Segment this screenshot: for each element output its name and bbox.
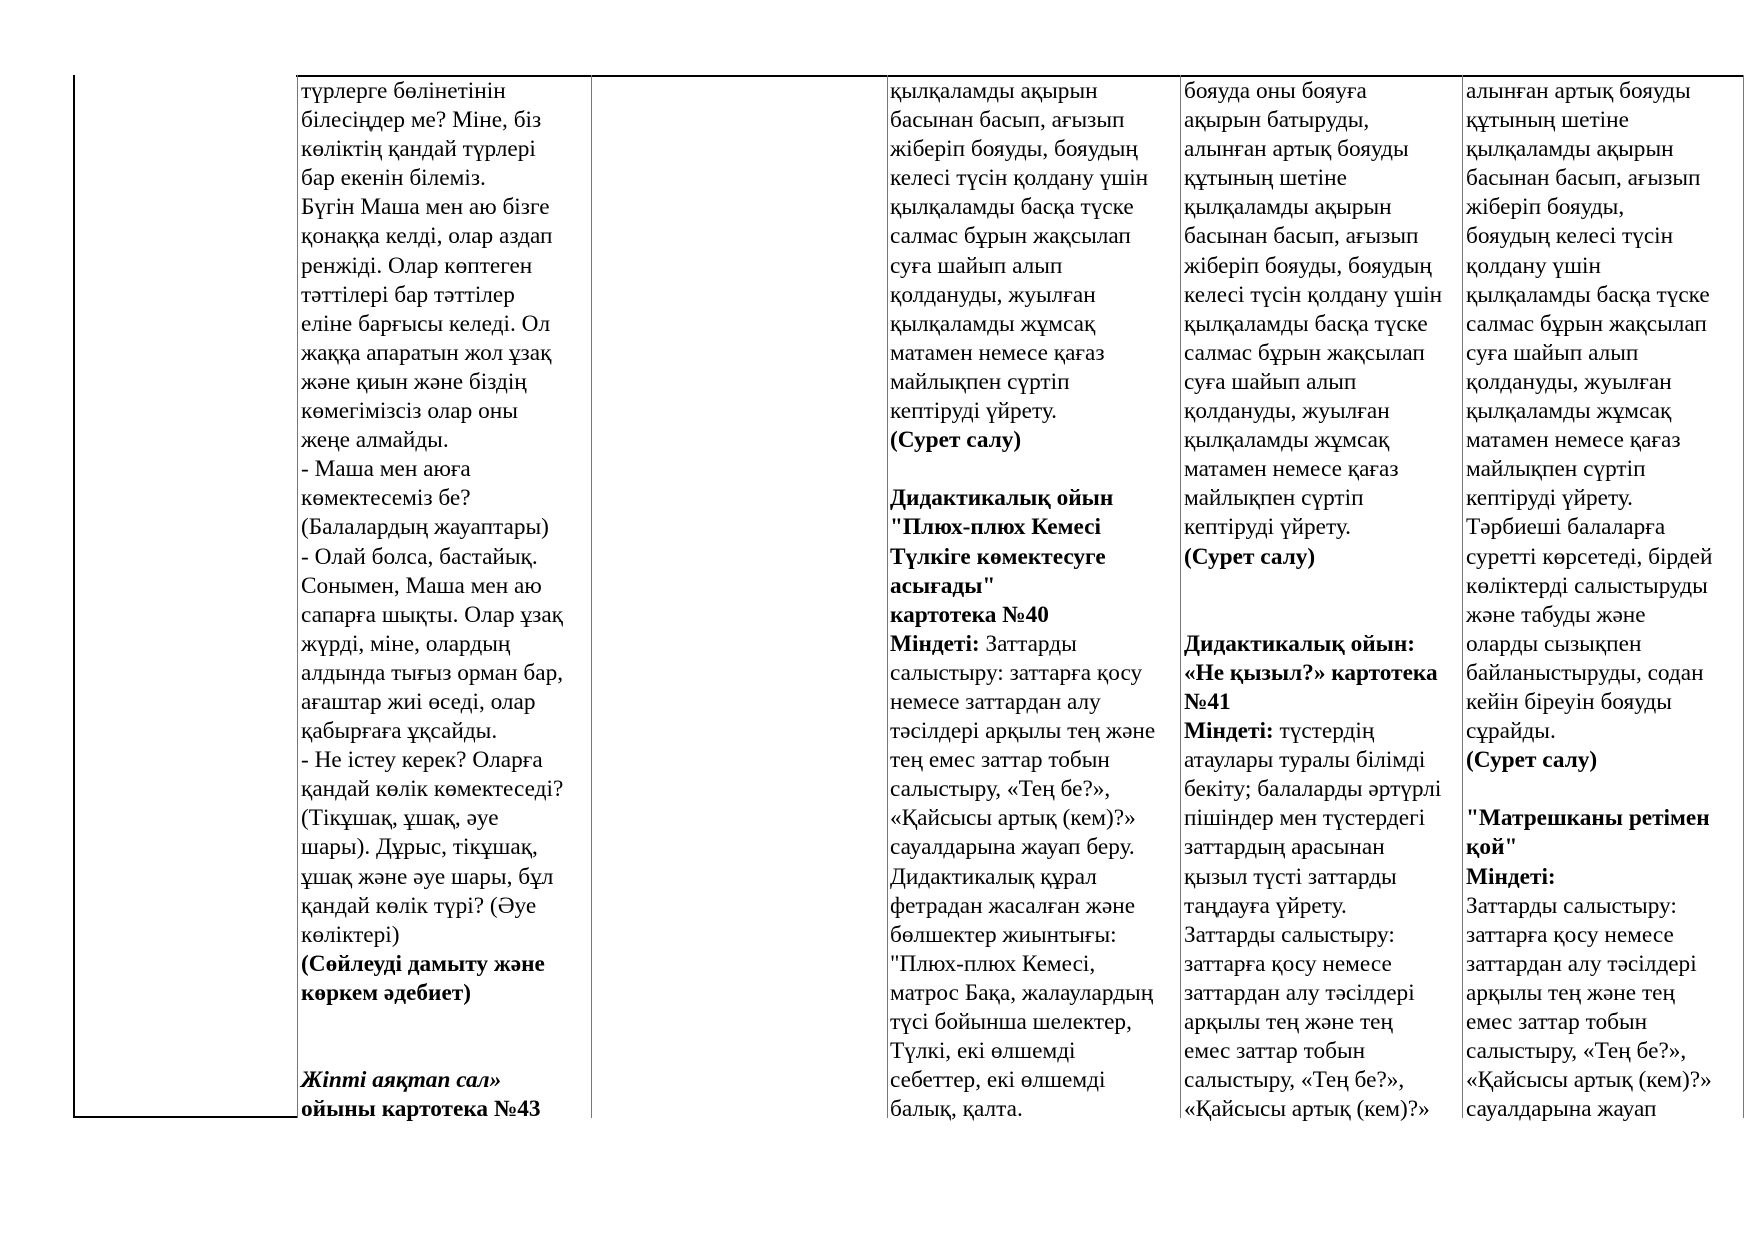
line-rest: Заттарды [979,630,1077,657]
text-line: жеңе алмайды. [301,427,449,454]
text-line: фетрадан жасалған және [890,892,1136,919]
text-line: (Сурет салу) [1466,747,1598,774]
text-line: матамен немесе қағаз [1184,456,1399,483]
text-line: арқылы тең және тең [1184,1009,1393,1035]
line-rest: түстердің [1273,718,1375,745]
text-line: заттардың арасынан [1184,834,1385,861]
text-line: қылқаламды жұмсақ [1466,398,1672,425]
text-line: басынан басып, ағызып [1466,165,1701,192]
text-line: көліктері) [301,921,400,948]
text-line: шары). Дұрыс, тікұшақ, [301,834,538,861]
text-line: жүрді, міне, олардың [301,630,511,657]
text-line: түрлерге бөлінетінін [301,78,506,104]
text-line: суретті көрсетеді, бірдей [1466,543,1713,570]
text-line: пішіндер мен түстердегі [1184,805,1426,832]
text-line: құтының шетіне [1184,165,1347,192]
text-line: тәттілері бар тәттілер [301,281,515,308]
text-line: алынған артық бояуды [1184,136,1409,163]
text-line: қабырғаға ұқсайды. [301,718,498,745]
table-cell-column-2 [301,77,589,1124]
text-line: Сонымен, Маша мен аю [301,572,542,599]
text-line: оларды сызықпен [1466,630,1642,657]
text-line: бөлшектер жиынтығы: [890,921,1117,948]
text-line: бар екенін білеміз. [301,165,486,192]
text-line: - Не істеу керек? Оларға [301,747,543,774]
text-line: салыстыру, «Тең бе?», [1466,1038,1687,1065]
text-line: (Балалардың жауаптары) [301,514,549,541]
table-right-border [1743,75,1744,1118]
text-line: қылқаламды жұмсақ [1184,427,1390,454]
text-line: матамен немесе қағаз [1466,427,1681,454]
text-line: майлықпен сүртіп [1466,456,1646,483]
text-line: көліктерді салыстыруды [1466,572,1708,599]
text-line: «Не қызыл?» картотека [1184,659,1438,686]
text-line: арқылы тең және тең [1466,979,1675,1006]
text-line: қолдануды, жуылған [890,281,1096,308]
text-line: Түлкіге көмектесуге [890,543,1106,570]
blank-line [301,1008,589,1037]
text-line: салмас бұрын жақсылап [890,223,1131,250]
text-line: бояуда оны бояуға [1184,78,1367,104]
text-line: қылқаламды басқа түске [1466,281,1710,308]
text-line: қой" [1466,834,1518,861]
text-line: қолдануды, жуылған [1466,368,1672,395]
table-bottom-border-left [73,1116,298,1118]
text-line: асығады" [890,572,996,599]
text-line: заттарға қосу немесе [1466,921,1674,948]
text-line: Дидактикалық ойын [890,485,1114,512]
text-line: емес заттар тобын [1466,1009,1648,1035]
text-line [1184,717,1462,746]
text-line: салыстыру, «Тең бе?», [890,776,1111,803]
blank-line [1184,601,1462,630]
table-cell-column-6 [1466,77,1743,1124]
column-divider-5 [1462,75,1463,1118]
text-line: байланыстыруды, содан [1466,659,1704,686]
bold-label: Міндеті: [890,630,980,657]
text-line: қонаққа келді, олар аздап [301,223,553,250]
text-line: - Маша мен аюға [301,456,471,483]
text-line: қылқаламды ақырын [1184,194,1392,221]
text-line: емес заттар тобын [1184,1038,1366,1065]
text-line: ұшақ және әуе шары, бұл [301,863,554,890]
column-divider-3 [887,75,888,1118]
text-line: қандай көлік түрі? (Әуе [301,892,537,919]
text-line: келесі түсін қолдану үшін [890,165,1149,192]
text-line: алынған артық бояуды [1466,78,1691,104]
text-line: қылқаламды басқа түске [1184,310,1428,337]
text-line: еліне барғысы келеді. Ол [301,310,551,337]
text-line: түсі бойынша шелектер, [890,1009,1132,1035]
text-line: сұрайды. [1466,718,1556,745]
text-line: матамен немесе қағаз [890,339,1105,366]
text-line: Жіпті аяқтап сал» [301,1067,502,1094]
text-line: заттардан алу тәсілдері [1184,979,1415,1006]
text-line: майлықпен сүртіп [1184,485,1364,512]
text-line: білесіңдер ме? Міне, біз [301,107,542,134]
text-line: "Плюх-плюх Кемесі [890,514,1101,541]
text-line: атаулары туралы білімді [1184,747,1426,774]
text-line: кептіруді үйрету. [1184,514,1351,541]
text-line: және табуды және [1466,601,1646,628]
text-line: сапарға шықты. Олар ұзақ [301,601,563,628]
text-line: заттардан алу тәсілдері [1466,950,1697,977]
text-line: сауалдарына жауап беру. [890,834,1135,861]
table-cell-column-5 [1184,77,1462,1124]
column-divider-1 [297,75,298,1118]
text-line: Бүгін Маша мен аю бізге [301,194,550,221]
text-line: тең емес заттар тобын [890,747,1110,774]
text-line: салмас бұрын жақсылап [1466,310,1707,337]
text-line: қызыл түсті заттарды [1184,863,1397,890]
text-line: таңдауға үйрету. [1184,892,1347,919]
text-line: матрос Бақа, жалаулардың [890,979,1154,1006]
text-line: «Қайсысы артық (кем)?» [1184,1096,1430,1123]
text-line: "Плюх-плюх Кемесі, [890,950,1096,977]
blank-line [890,455,1180,484]
text-line: басынан басып, ағызып [1184,223,1419,250]
text-line: жаққа апаратын жол ұзақ [301,339,552,366]
text-line: Заттарды салыстыру: [1184,921,1395,948]
text-line: көркем әдебиет) [301,979,471,1006]
text-line: қылқаламды басқа түске [890,194,1134,221]
text-line [890,630,1180,659]
text-line: қолдануды, жуылған [1184,398,1390,425]
text-line: және қиын және біздің [301,368,527,395]
text-line: «Қайсысы артық (кем)?» [890,805,1136,832]
text-line: немесе заттардан алу [890,688,1101,715]
text-line: салыстыру: заттарға қосу [890,659,1143,686]
text-line: жіберіп бояуды, [1466,194,1625,221]
text-line: салмас бұрын жақсылап [1184,339,1425,366]
text-line: қылқаламды жұмсақ [890,310,1096,337]
text-line: қандай көлік көмектеседі? [301,776,564,803]
text-line: заттарға қосу немесе [1184,950,1392,977]
text-line: бояудың келесі түсін [1466,223,1674,250]
text-line: көліктің қандай түрлері [301,136,536,163]
text-line: көмектесеміз бе? [301,485,471,512]
text-line: (Сурет салу) [890,427,1022,454]
text-line: Дидактикалық құрал [890,863,1097,890]
table-left-border [73,75,75,1118]
blank-line [1466,775,1743,804]
text-line: басынан басып, ағызып [890,107,1125,134]
text-line: салыстыру, «Тең бе?», [1184,1067,1405,1094]
table-cell-column-4 [890,77,1180,1124]
text-line: кептіруді үйрету. [1466,485,1633,512]
text-line: (Тікұшақ, ұшақ, әуе [301,805,499,832]
text-line: жіберіп бояуды, бояудың [1184,252,1432,279]
text-line: суға шайып алып [1466,339,1639,366]
text-line: ақырын батыруды, [1184,107,1370,134]
text-line: ағаштар жиі өседі, олар [301,688,536,715]
text-line: «Қайсысы артық (кем)?» [1466,1067,1712,1094]
text-line: №41 [1184,688,1231,715]
text-line: қылқаламды ақырын [890,78,1098,104]
column-divider-2 [591,75,592,1118]
text-line: Міндеті: [1466,863,1556,890]
text-line: себеттер, екі өлшемді [890,1067,1106,1094]
text-line: балық, қалта. [890,1096,1023,1123]
text-line: суға шайып алып [890,252,1063,279]
bold-label: Міндеті: [1184,718,1274,745]
text-line: майлықпен сүртіп [890,368,1070,395]
text-line: құтының шетіне [1466,107,1629,134]
text-line: картотека №40 [890,601,1049,628]
text-line: "Матрешканы ретімен [1466,805,1710,832]
text-line: қолдану үшін [1466,252,1601,279]
text-line: жіберіп бояуды, бояудың [890,136,1138,163]
text-line: Заттарды салыстыру: [1466,892,1677,919]
text-line: кейін біреуін бояуды [1466,688,1672,715]
text-line: кептіруді үйрету. [890,398,1057,425]
text-line: (Сурет салу) [1184,543,1316,570]
text-line: бекіту; балаларды әртүрлі [1184,776,1442,803]
text-line: - Олай болса, бастайық. [301,543,538,570]
blank-line [1184,572,1462,601]
text-line: Дидактикалық ойын: [1184,630,1416,657]
text-line: алдында тығыз орман бар, [301,659,564,686]
text-line: сауалдарына жауап [1466,1096,1657,1123]
blank-line [301,1037,589,1066]
text-line: келесі түсін қолдану үшін [1184,281,1443,308]
column-divider-4 [1180,75,1181,1118]
text-line: Түлкі, екі өлшемді [890,1038,1076,1065]
text-line: (Сөйлеуді дамыту және [301,950,545,977]
text-line: ренжіді. Олар көптеген [301,252,533,279]
text-line: Тәрбиеші балаларға [1466,514,1666,541]
text-line: көмегімізсіз олар оны [301,398,518,425]
text-line: суға шайып алып [1184,368,1357,395]
text-line: қылқаламды ақырын [1466,136,1674,163]
text-line: тәсілдері арқылы тең және [890,718,1156,745]
text-line: ойыны картотека №43 [301,1096,541,1123]
